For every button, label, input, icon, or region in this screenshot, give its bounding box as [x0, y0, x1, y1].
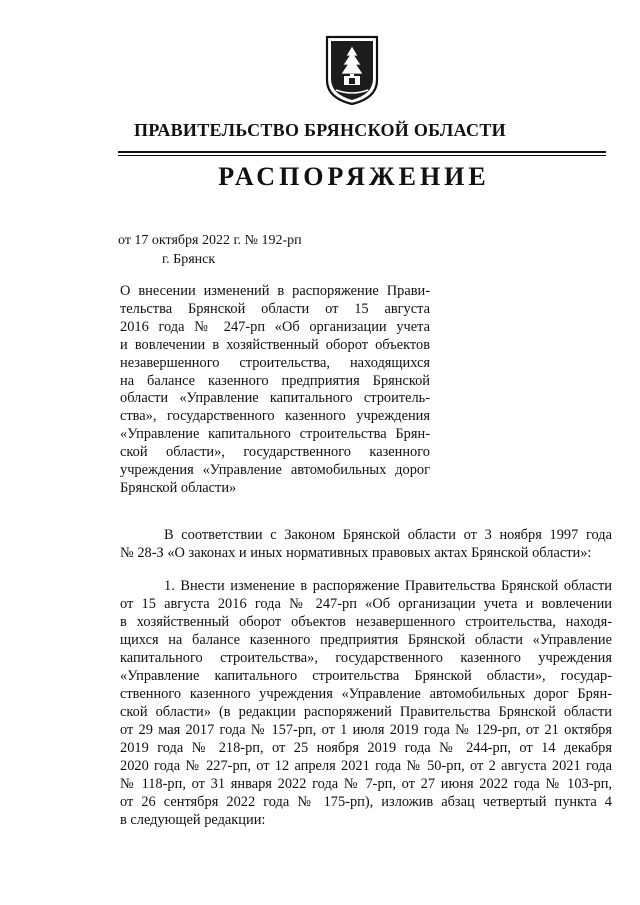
subject-line: ства», государственного казенного учреждения: [120, 408, 430, 425]
preamble-line: № 28-З «О законах и иных нормативных правовых актах Брянской области»:: [120, 545, 592, 561]
subject-line: Брянской области»: [120, 479, 237, 496]
item-1-line: капитального строительства», государственного казенного учреждения: [120, 650, 612, 666]
subject-line: О внесении изменений в распоряжение Прави-: [120, 283, 430, 299]
subject-line: учреждения «Управление автомобильных дорог: [120, 462, 430, 479]
item-1-line: 2019 года № 218-рп, от 25 ноября 2019 года № 244-рп, от 14 декабря: [120, 740, 612, 756]
subject-line: 2016 года № 247-рп «Об организации учета: [120, 318, 430, 335]
subject-line: области «Управление капитального строитель-: [120, 390, 430, 407]
document-subject: [120, 283, 430, 498]
subject-line: «Управление капитального строительства Брян-: [120, 426, 430, 443]
subject-line: незавершенного строительства, находящихся: [120, 354, 430, 371]
header-rule-thick: [118, 151, 606, 153]
item-1-paragraph: [120, 577, 612, 829]
document-city: г. Брянск: [162, 252, 216, 267]
item-1-line: «Управление капитального строительства Брянской области», государ-: [120, 668, 612, 684]
item-1-line: № 118-рп, от 31 января 2022 года № 7-рп, от 27 июня 2022 года № 103-рп,: [120, 776, 612, 792]
item-1-line: от 15 августа 2016 года № 247-рп «Об организации учета и вовлечении: [120, 596, 612, 612]
item-1-line: в хозяйственный оборот объектов незавершенного строительства, находя-: [120, 614, 612, 630]
item-1-line: в следующей редакции:: [120, 812, 266, 828]
header-rule-thin: [118, 155, 606, 156]
subject-line: ской области», государственного казенного: [120, 444, 430, 461]
government-title: ПРАВИТЕЛЬСТВО БРЯНСКОЙ ОБЛАСТИ: [134, 120, 506, 140]
subject-line: на балансе казенного предприятия Брянской: [120, 372, 430, 389]
item-1-line: ской области» (в редакции распоряжений Правительства Брянской области: [120, 704, 612, 720]
item-1-line: 2020 года № 227-рп, от 12 апреля 2021 года № 50-рп, от 2 августа 2021 года: [120, 758, 612, 774]
preamble-line: В соответствии с Законом Брянской области от 3 ноября 1997 года: [164, 527, 612, 543]
item-1-line: 1. Внести изменение в распоряжение Правительства Брянской области: [164, 578, 612, 594]
item-1-line: от 26 сентября 2022 года № 175-рп), изложив абзац четвертый пункта 4: [120, 794, 612, 810]
subject-line: и вовлечении в хозяйственный оборот объектов: [120, 336, 430, 353]
document-type-title: РАСПОРЯЖЕНИЕ: [218, 162, 490, 191]
document-date-number: от 17 октября 2022 г. № 192-рп: [118, 233, 302, 248]
coat-of-arms-icon: [324, 34, 380, 106]
item-1-line: ственного казенного учреждения «Управление автомобильных дорог Брян-: [120, 686, 612, 702]
preamble-paragraph: [120, 526, 612, 562]
shield-icon: [324, 34, 380, 106]
subject-line: тельства Брянской области от 15 августа: [120, 300, 430, 317]
item-1-line: щихся на балансе казенного предприятия Брянской области «Управление: [120, 632, 612, 648]
item-1-line: от 29 мая 2017 года № 157-рп, от 1 июля 2019 года № 129-рп, от 21 октября: [120, 722, 612, 738]
